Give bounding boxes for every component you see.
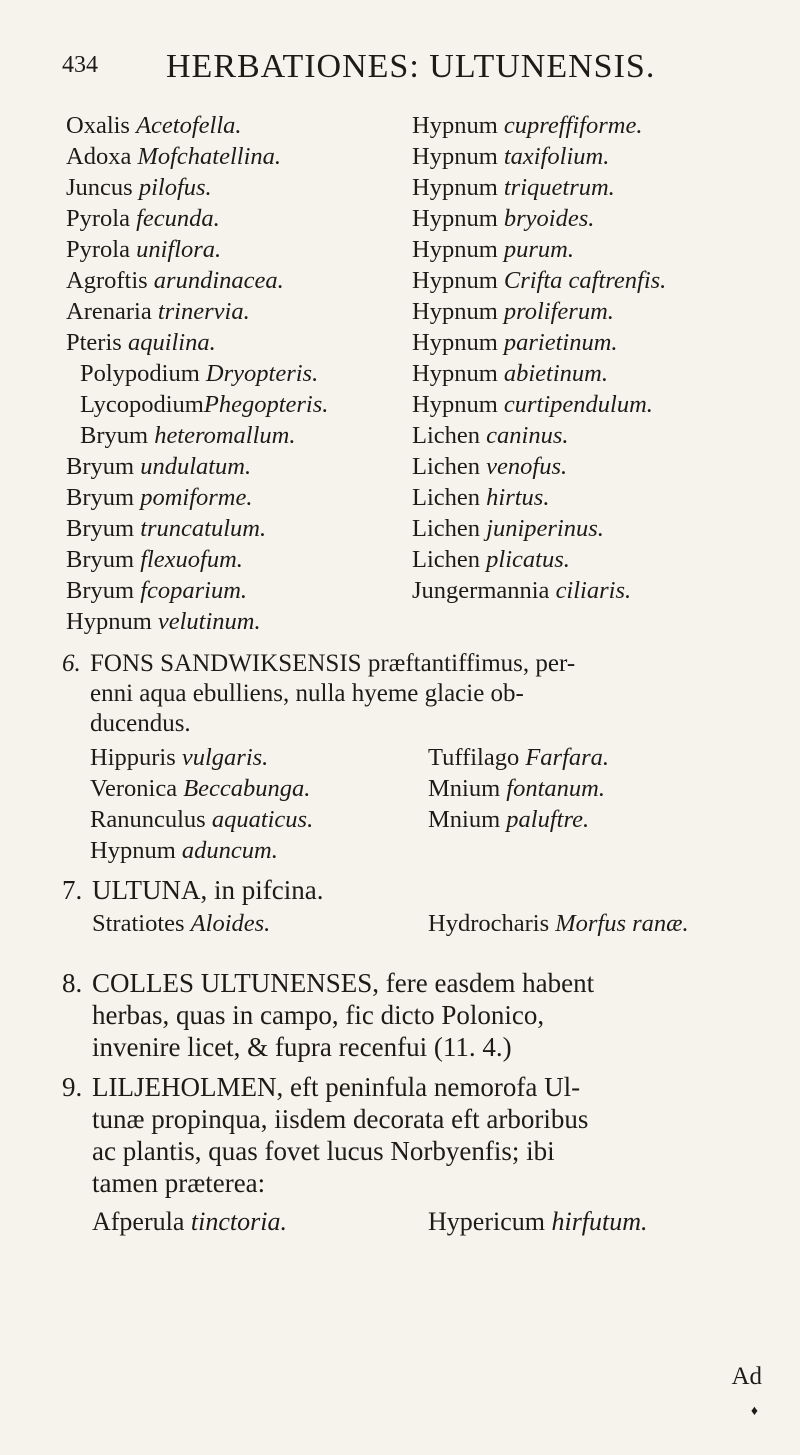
section-title: ULTUNA, in pifcina. bbox=[92, 875, 324, 905]
species-entry: Hypnum taxifolium. bbox=[412, 143, 610, 170]
species-entry: Hypnum Crifta caftrenfis. bbox=[412, 267, 667, 294]
running-head: HERBATIONES: ULTUNENSIS. bbox=[166, 48, 656, 85]
species-entry: Hypnum proliferum. bbox=[412, 298, 614, 325]
species-entry: Pyrola uniflora. bbox=[66, 236, 222, 263]
section-text-line: ac plantis, quas fovet lucus Norbyenfis; ibi bbox=[92, 1136, 555, 1166]
species-entry: Bryum heteromallum. bbox=[80, 422, 296, 449]
species-entry: Lichen caninus. bbox=[412, 422, 569, 449]
species-entry: Pteris aquilina. bbox=[66, 329, 216, 356]
species-entry: Arenaria trinervia. bbox=[66, 298, 250, 325]
species-entry: Tuffilago Farfara. bbox=[428, 744, 610, 771]
species-entry: Lichen venofus. bbox=[412, 453, 568, 480]
species-entry: Lichen plicatus. bbox=[412, 546, 570, 573]
species-entry: Hypnum bryoides. bbox=[412, 205, 595, 232]
species-entry: Polypodium Dryopteris. bbox=[80, 360, 319, 387]
section-text-line: LILJEHOLMEN, eft peninfula nemorofa Ul- bbox=[92, 1072, 581, 1102]
species-entry: Hypnum abietinum. bbox=[412, 360, 608, 387]
section-text-line: COLLES ULTUNENSES, fere easdem habent bbox=[92, 968, 595, 998]
species-entry: Bryum flexuofum. bbox=[66, 546, 243, 573]
species-entry: Lichen juniperinus. bbox=[412, 515, 604, 542]
species-entry: Hypnum cupreffiforme. bbox=[412, 112, 643, 139]
species-entry: Hypnum triquetrum. bbox=[412, 174, 615, 201]
species-entry: Juncus pilofus. bbox=[66, 174, 212, 201]
species-entry: Pyrola fecunda. bbox=[66, 205, 220, 232]
species-entry: Hypnum parietinum. bbox=[412, 329, 618, 356]
species-entry: Hypnum purum. bbox=[412, 236, 574, 263]
species-entry: Mnium paluftre. bbox=[428, 806, 590, 833]
section-number: 6. bbox=[62, 650, 81, 677]
species-entry: Hypnum velutinum. bbox=[66, 608, 261, 635]
species-entry: Hypnum aduncum. bbox=[90, 837, 278, 864]
species-entry: Afperula tinctoria. bbox=[92, 1207, 287, 1236]
species-entry: Lichen hirtus. bbox=[412, 484, 550, 511]
section-text-line: enni aqua ebulliens, nulla hyeme glacie ob- bbox=[90, 680, 524, 707]
printer-mark-icon: ♦ bbox=[750, 1404, 758, 1419]
species-entry: LycopodiumPhegopteris. bbox=[80, 391, 329, 418]
species-entry: Mnium fontanum. bbox=[428, 775, 605, 802]
page-header bbox=[62, 48, 740, 88]
section-text-line: invenire licet, & fupra recenfui (11. 4.) bbox=[92, 1032, 512, 1062]
species-entry: Bryum pomiforme. bbox=[66, 484, 253, 511]
species-entry: Bryum fcoparium. bbox=[66, 577, 248, 604]
species-entry: Bryum truncatulum. bbox=[66, 515, 267, 542]
section-number: 8. bbox=[62, 968, 83, 998]
section-number: 7. bbox=[62, 875, 83, 905]
species-entry: Oxalis Acetofella. bbox=[66, 112, 242, 139]
species-entry: Hippuris vulgaris. bbox=[90, 744, 269, 771]
species-entry: Hydrocharis Morfus ranæ. bbox=[428, 910, 689, 937]
species-entry: Veronica Beccabunga. bbox=[90, 775, 311, 802]
section-text-line: herbas, quas in campo, fic dicto Polonico, bbox=[92, 1000, 545, 1030]
catchword: Ad bbox=[731, 1363, 762, 1390]
section-text-line: tunæ propinqua, iisdem decorata eft arboribus bbox=[92, 1104, 589, 1134]
section-text-line: ducendus. bbox=[90, 710, 191, 737]
species-entry: Hypnum curtipendulum. bbox=[412, 391, 653, 418]
species-entry: Jungermannia ciliaris. bbox=[412, 577, 632, 604]
section-text-line: FONS SANDWIKSENSIS præftantiffimus, per- bbox=[90, 650, 576, 677]
species-entry: Ranunculus aquaticus. bbox=[90, 806, 314, 833]
species-entry: Agroftis arundinacea. bbox=[66, 267, 284, 294]
species-entry: Hypericum hirfutum. bbox=[428, 1207, 648, 1236]
species-entry: Bryum undulatum. bbox=[66, 453, 252, 480]
section-text-line: tamen præterea: bbox=[92, 1168, 266, 1198]
species-entry: Adoxa Mofchatellina. bbox=[66, 143, 282, 170]
species-entry: Stratiotes Aloides. bbox=[92, 910, 271, 937]
page-number: 434 bbox=[62, 52, 98, 78]
section-number: 9. bbox=[62, 1072, 83, 1102]
